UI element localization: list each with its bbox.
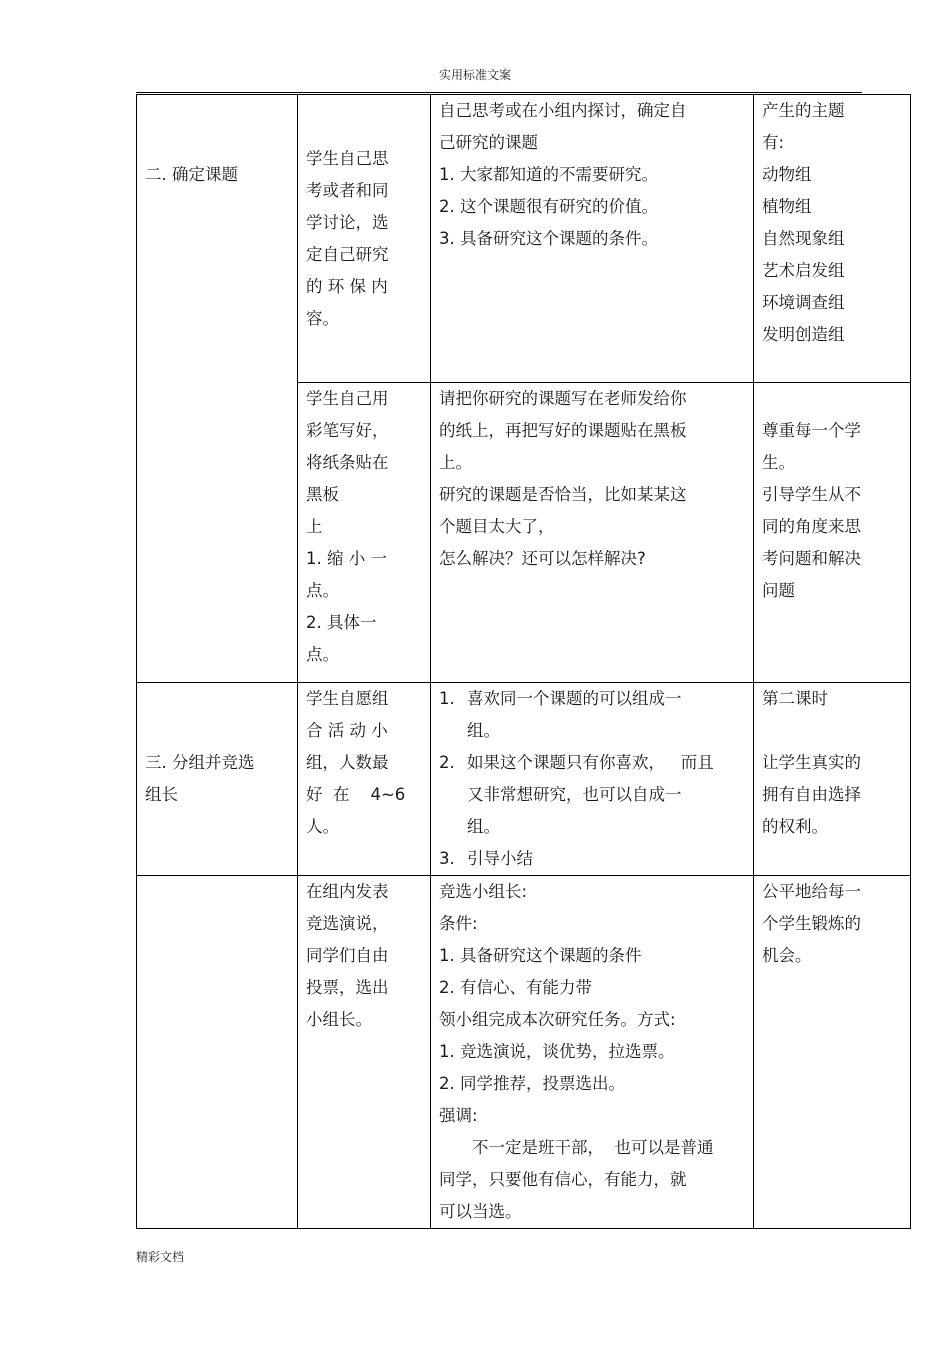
stage-label: 二. 确定课题 xyxy=(145,165,238,184)
intent-cell xyxy=(754,876,911,1229)
text-line: 学生自己用 xyxy=(306,389,389,408)
text-line: 引导小结 xyxy=(467,849,533,868)
text-line: 环境调查组 xyxy=(762,293,845,312)
text-line: 好 在 4~6 xyxy=(306,785,406,804)
text-line: 如果这个课题只有你喜欢， 而且 xyxy=(467,753,714,772)
text-line: 强调: xyxy=(439,1106,478,1125)
text-line: 公平地给每一 xyxy=(762,882,861,901)
text-line: 喜欢同一个课题的可以组成一 xyxy=(467,689,682,708)
text-line: 领小组完成本次研究任务。方式: xyxy=(439,1010,676,1029)
content-cell xyxy=(431,383,754,683)
stage-label: 三. 分组并竞选 xyxy=(145,753,255,772)
text-line: 2. 有信心、有能力带 xyxy=(439,978,592,997)
text-line: 定自己研究 xyxy=(306,245,389,264)
text-line: 2. 这个课题很有研究的价值。 xyxy=(439,197,658,216)
text-line: 彩笔写好， xyxy=(306,421,389,440)
text-line: 自己思考或在小组内探讨，确定自 xyxy=(439,101,687,120)
text-line: 合 活 动 小 xyxy=(306,721,388,740)
text-line: 个学生锻炼的 xyxy=(762,914,861,933)
text-line: 将纸条贴在 xyxy=(306,453,389,472)
text-line: 可以当选。 xyxy=(439,1202,522,1221)
text-line: 个题目太大了， xyxy=(439,517,555,536)
text-line: 点。 xyxy=(306,645,339,664)
intent-cell xyxy=(754,383,911,683)
stage-label: 组长 xyxy=(145,785,178,804)
text-line: 3. 具备研究这个课题的条件。 xyxy=(439,229,658,248)
text-line: 人。 xyxy=(306,817,339,836)
text-line: 第二课时 xyxy=(762,689,828,708)
text-line: 投票，选出 xyxy=(306,978,389,997)
text-line: 容。 xyxy=(306,309,339,328)
activity-cell xyxy=(298,876,431,1229)
text-line: 产生的主题 xyxy=(762,101,845,120)
text-line: 的 环 保 内 xyxy=(306,277,388,296)
page-footer: 精彩文档 xyxy=(136,1250,185,1264)
text-line: 组。 xyxy=(467,817,500,836)
text-line: 1. 竞选演说，谈优势，拉选票。 xyxy=(439,1042,675,1061)
lesson-plan-table xyxy=(136,94,911,1229)
text-line: 黑板 xyxy=(306,485,339,504)
list-number: 1. xyxy=(439,689,455,708)
table-row xyxy=(137,876,911,1229)
stage-cell xyxy=(137,683,298,876)
text-line: 发明创造组 xyxy=(762,325,845,344)
text-line: 尊重每一个学 xyxy=(762,421,861,440)
text-line: 学生自愿组 xyxy=(306,689,389,708)
text-line: 自然现象组 xyxy=(762,229,845,248)
text-line: 的纸上，再把写好的课题贴在黑板 xyxy=(439,421,687,440)
text-line: 让学生真实的 xyxy=(762,753,861,772)
text-line: 在组内发表 xyxy=(306,882,389,901)
content-cell xyxy=(431,683,754,876)
text-line: 的权利。 xyxy=(762,817,828,836)
text-line: 组，人数最 xyxy=(306,753,389,772)
text-line: 上。 xyxy=(439,453,472,472)
text-line: 动物组 xyxy=(762,165,812,184)
text-line: 己研究的课题 xyxy=(439,133,538,152)
text-line: 考问题和解决 xyxy=(762,549,861,568)
text-line: 引导学生从不 xyxy=(762,485,861,504)
text-line: 条件: xyxy=(439,914,478,933)
text-line: 2. 具体一 xyxy=(306,613,377,632)
text-line: 学讨论，选 xyxy=(306,213,389,232)
text-line: 同学们自由 xyxy=(306,946,389,965)
activity-cell xyxy=(298,95,431,383)
page-header: 实用标准文案 xyxy=(438,68,511,82)
text-line: 怎么解决？还可以怎样解决? xyxy=(439,549,646,568)
text-line: 1. 缩 小 一 xyxy=(306,549,387,568)
text-line: 小组长。 xyxy=(306,1010,372,1029)
list-item xyxy=(439,843,745,875)
text-line: 又非常想研究，也可以自成一 xyxy=(467,785,682,804)
list-number: 3. xyxy=(439,849,455,868)
text-line: 请把你研究的课题写在老师发给你 xyxy=(439,389,687,408)
intent-cell xyxy=(754,683,911,876)
text-line: 竞选演说， xyxy=(306,914,389,933)
text-line: 同学，只要他有信心，有能力，就 xyxy=(439,1170,687,1189)
table-row xyxy=(137,95,911,383)
text-line: 艺术启发组 xyxy=(762,261,845,280)
list-number: 2. xyxy=(439,753,455,772)
text-line: 考或者和同 xyxy=(306,181,389,200)
stage-cell xyxy=(137,95,298,683)
text-line: 拥有自由选择 xyxy=(762,785,861,804)
text-line: 学生自己思 xyxy=(306,149,389,168)
text-line: 不一定是班干部， 也可以是普通 xyxy=(472,1138,714,1157)
text-line: 上 xyxy=(306,517,323,536)
text-line: 点。 xyxy=(306,581,339,600)
intent-cell xyxy=(754,95,911,383)
activity-cell xyxy=(298,683,431,876)
text-line: 有: xyxy=(762,133,785,152)
text-line: 2. 同学推荐，投票选出。 xyxy=(439,1074,625,1093)
content-cell xyxy=(431,876,754,1229)
text-line: 机会。 xyxy=(762,946,812,965)
text-line: 生。 xyxy=(762,453,795,472)
stage-cell xyxy=(137,876,298,1229)
text-line: 植物组 xyxy=(762,197,812,216)
text-line: 研究的课题是否恰当，比如某某这 xyxy=(439,485,687,504)
header-rule xyxy=(136,92,862,93)
list-item xyxy=(439,683,745,747)
text-line: 问题 xyxy=(762,581,795,600)
text-line: 竞选小组长: xyxy=(439,882,528,901)
table-row xyxy=(137,683,911,876)
text-line: 1. 具备研究这个课题的条件 xyxy=(439,946,642,965)
content-cell xyxy=(431,95,754,383)
text-line: 组。 xyxy=(467,721,500,740)
activity-cell xyxy=(298,383,431,683)
text-line: 同的角度来思 xyxy=(762,517,861,536)
list-item xyxy=(439,747,745,843)
text-line: 1. 大家都知道的不需要研究。 xyxy=(439,165,658,184)
